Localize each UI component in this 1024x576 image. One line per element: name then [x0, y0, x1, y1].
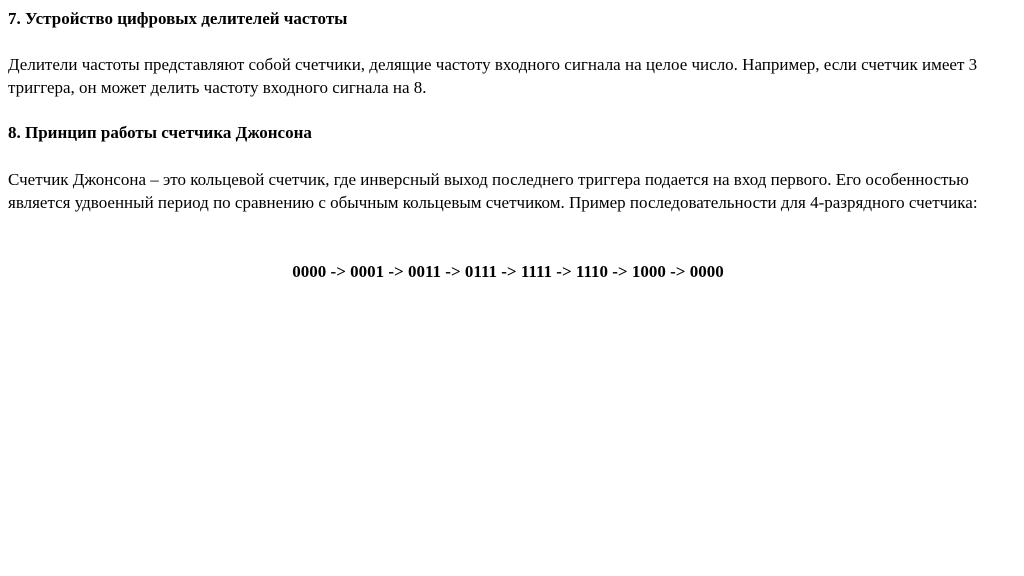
section-8-heading: 8. Принцип работы счетчика Джонсона [8, 123, 312, 142]
section-8-paragraph: Счетчик Джонсона – это кольцевой счетчик, где инверсный выход последнего триггера подается на вход первого. Его особенностью является удвоенный период по сравнению с обычным кольцевым счетчиком. Пример последовательности для 4-разрядного счетчика: [8, 170, 978, 212]
section-7-heading: 7. Устройство цифровых делителей частоты [8, 9, 348, 28]
section-7-paragraph: Делители частоты представляют собой счетчики, делящие частоту входного сигнала на целое число. Например, если счетчик имеет 3 триггера, он может делить частоту входного сигнала на 8. [8, 55, 978, 97]
johnson-counter-sequence: 0000 -> 0001 -> 0011 -> 0111 -> 1111 -> 1110 -> 1000 -> 0000 [292, 262, 724, 281]
